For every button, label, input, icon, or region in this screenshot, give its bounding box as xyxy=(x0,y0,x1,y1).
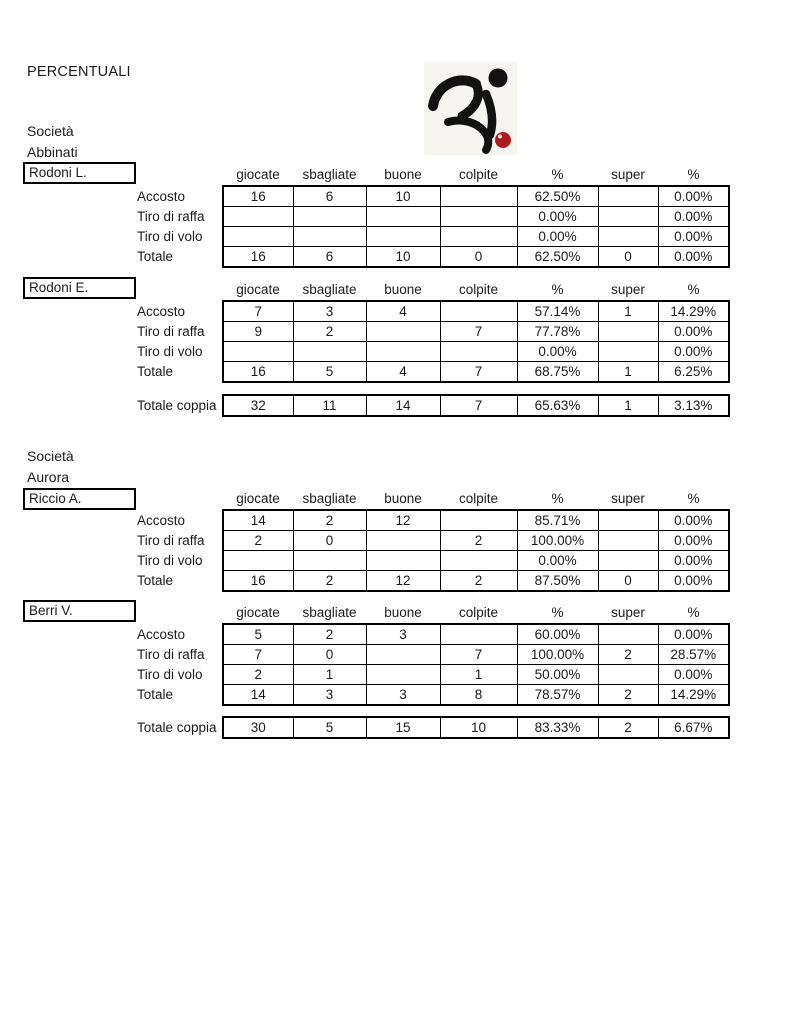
stat-cell: 14.29% xyxy=(658,301,729,322)
society-name: Aurora xyxy=(27,469,70,485)
stat-cell xyxy=(440,186,517,207)
header-row xyxy=(137,164,729,186)
society-label: Società xyxy=(27,448,74,464)
stat-cell: 2 xyxy=(598,717,658,738)
stat-cell: 2 xyxy=(440,571,517,592)
stat-cell xyxy=(366,227,440,247)
stat-cell: 85.71% xyxy=(517,510,598,531)
stat-cell xyxy=(598,624,658,645)
stat-cell xyxy=(293,207,366,227)
row-label: Totale xyxy=(137,364,174,380)
stat-cell: 2 xyxy=(440,531,517,551)
column-header: super xyxy=(611,491,645,506)
row-label: Tiro di raffa xyxy=(137,647,205,662)
table-row xyxy=(137,685,729,706)
player-name: Rodoni L. xyxy=(29,165,87,180)
stat-cell: 0.00% xyxy=(658,531,729,551)
stat-cell: 7 xyxy=(440,362,517,383)
stat-cell: 65.63% xyxy=(517,395,598,416)
stat-cell: 68.75% xyxy=(517,362,598,383)
player-name: Rodoni E. xyxy=(29,280,89,295)
stat-cell: 2 xyxy=(293,322,366,342)
stat-cell xyxy=(366,551,440,571)
stat-cell: 7 xyxy=(440,645,517,665)
stat-cell: 7 xyxy=(440,322,517,342)
stat-cell: 11 xyxy=(293,395,366,416)
society-name: Abbinati xyxy=(27,144,78,160)
column-header: colpite xyxy=(458,282,499,297)
stat-cell xyxy=(598,665,658,685)
stat-cell xyxy=(440,510,517,531)
stat-cell: 6.67% xyxy=(658,717,729,738)
stat-cell xyxy=(598,207,658,227)
stat-cell: 7 xyxy=(223,645,293,665)
stat-cell xyxy=(440,207,517,227)
stats-table xyxy=(137,488,730,592)
stat-cell: 0.00% xyxy=(517,551,598,571)
row-label: Tiro di volo xyxy=(137,553,203,568)
stat-cell: 0.00% xyxy=(658,342,729,362)
row-label: Totale xyxy=(137,687,174,703)
stat-cell: 0.00% xyxy=(517,342,598,362)
row-label: Totale coppia xyxy=(137,398,217,413)
stat-cell: 0.00% xyxy=(658,322,729,342)
table-row xyxy=(137,362,729,383)
column-header: % xyxy=(687,282,700,297)
stat-cell: 0.00% xyxy=(658,207,729,227)
row-label: Accosto xyxy=(137,188,186,204)
pair-total-table xyxy=(137,394,730,417)
table-row xyxy=(137,227,729,247)
column-header: sbagliate xyxy=(302,491,357,506)
player-name: Berri V. xyxy=(29,603,73,618)
stat-cell: 83.33% xyxy=(517,717,598,738)
table-row xyxy=(137,395,729,416)
stat-cell: 15 xyxy=(366,717,440,738)
row-label: Tiro di raffa xyxy=(137,533,205,548)
column-header: giocate xyxy=(236,167,280,182)
stat-cell: 0 xyxy=(598,247,658,268)
stat-cell: 14 xyxy=(223,685,293,706)
stat-cell xyxy=(366,207,440,227)
column-header: buone xyxy=(384,282,422,297)
stat-cell xyxy=(440,624,517,645)
stat-cell xyxy=(366,645,440,665)
stat-cell: 12 xyxy=(366,571,440,592)
stat-cell: 60.00% xyxy=(517,624,598,645)
stat-cell: 16 xyxy=(223,247,293,268)
table-row xyxy=(137,322,729,342)
table-row xyxy=(137,665,729,685)
stat-cell: 0 xyxy=(440,247,517,268)
row-label: Tiro di raffa xyxy=(137,324,205,339)
column-header: % xyxy=(687,605,700,620)
stats-table xyxy=(137,279,730,383)
stat-cell xyxy=(598,186,658,207)
corner-cell xyxy=(137,279,223,301)
stat-cell: 50.00% xyxy=(517,665,598,685)
stat-cell: 30 xyxy=(223,717,293,738)
table-row xyxy=(137,207,729,227)
corner-cell xyxy=(137,602,223,624)
stat-cell: 14 xyxy=(223,510,293,531)
stat-cell xyxy=(366,665,440,685)
stat-cell: 10 xyxy=(366,186,440,207)
table-row xyxy=(137,301,729,322)
header-row xyxy=(137,279,729,301)
stat-cell: 2 xyxy=(223,531,293,551)
stat-cell: 10 xyxy=(366,247,440,268)
stat-cell: 0.00% xyxy=(517,207,598,227)
stat-cell: 10 xyxy=(440,717,517,738)
stat-cell: 16 xyxy=(223,571,293,592)
stat-cell: 2 xyxy=(598,645,658,665)
stat-cell: 0.00% xyxy=(658,665,729,685)
column-header: super xyxy=(611,282,645,297)
society-label: Società xyxy=(27,123,74,139)
stat-cell xyxy=(366,531,440,551)
stat-cell: 1 xyxy=(598,301,658,322)
stat-cell: 6 xyxy=(293,186,366,207)
stat-cell: 0.00% xyxy=(658,571,729,592)
stat-cell xyxy=(223,342,293,362)
stat-cell: 3 xyxy=(366,624,440,645)
table-row xyxy=(137,531,729,551)
stat-cell: 0.00% xyxy=(517,227,598,247)
column-header: giocate xyxy=(236,282,280,297)
column-header: buone xyxy=(384,167,422,182)
row-label: Totale xyxy=(137,573,174,589)
stat-cell xyxy=(366,342,440,362)
stat-cell xyxy=(598,227,658,247)
stat-cell: 12 xyxy=(366,510,440,531)
header-row xyxy=(137,602,729,624)
row-label: Tiro di volo xyxy=(137,667,203,682)
table-row xyxy=(137,624,729,645)
column-header: % xyxy=(551,282,564,297)
column-header: sbagliate xyxy=(302,605,357,620)
stat-cell: 2 xyxy=(293,571,366,592)
table-row xyxy=(137,247,729,268)
pair-total-table xyxy=(137,716,730,739)
stat-cell xyxy=(223,551,293,571)
stat-cell: 8 xyxy=(440,685,517,706)
column-header: super xyxy=(611,605,645,620)
player-name-box xyxy=(23,162,136,184)
stat-cell: 16 xyxy=(223,362,293,383)
stat-cell: 3 xyxy=(293,685,366,706)
stat-cell xyxy=(366,322,440,342)
stat-cell: 0.00% xyxy=(658,624,729,645)
column-header: colpite xyxy=(458,491,499,506)
column-header: giocate xyxy=(236,605,280,620)
stat-cell: 62.50% xyxy=(517,186,598,207)
stat-cell xyxy=(598,322,658,342)
stat-cell: 3.13% xyxy=(658,395,729,416)
row-label: Tiro di volo xyxy=(137,229,203,244)
stat-cell: 32 xyxy=(223,395,293,416)
stat-cell: 2 xyxy=(293,510,366,531)
stat-cell: 6.25% xyxy=(658,362,729,383)
stat-cell: 14 xyxy=(366,395,440,416)
stat-cell: 0.00% xyxy=(658,186,729,207)
stat-cell: 28.57% xyxy=(658,645,729,665)
corner-cell xyxy=(137,164,223,186)
stat-cell: 0 xyxy=(293,645,366,665)
stat-cell: 0 xyxy=(293,531,366,551)
stat-cell: 5 xyxy=(293,362,366,383)
stat-cell xyxy=(598,531,658,551)
stats-table xyxy=(137,602,730,706)
row-label: Accosto xyxy=(137,626,186,642)
row-label: Totale xyxy=(137,249,174,265)
stat-cell: 5 xyxy=(293,717,366,738)
stat-cell xyxy=(440,301,517,322)
stat-cell xyxy=(440,227,517,247)
stat-cell: 87.50% xyxy=(517,571,598,592)
column-header: sbagliate xyxy=(302,282,357,297)
row-label: Totale coppia xyxy=(137,720,217,735)
stat-cell: 14.29% xyxy=(658,685,729,706)
bocce-player-logo xyxy=(424,62,517,155)
stat-cell xyxy=(598,551,658,571)
corner-cell xyxy=(137,488,223,510)
stat-cell: 2 xyxy=(223,665,293,685)
column-header: super xyxy=(611,167,645,182)
column-header: % xyxy=(551,605,564,620)
stat-cell: 0.00% xyxy=(658,227,729,247)
stat-cell: 7 xyxy=(223,301,293,322)
society-block xyxy=(27,121,78,163)
header-row xyxy=(137,488,729,510)
stat-cell: 2 xyxy=(598,685,658,706)
stat-cell: 0 xyxy=(598,571,658,592)
table-row xyxy=(137,342,729,362)
stat-cell: 1 xyxy=(293,665,366,685)
red-ball-icon xyxy=(495,132,511,148)
stat-cell: 16 xyxy=(223,186,293,207)
bocce-player-icon xyxy=(424,62,517,155)
player-name-box xyxy=(23,277,136,299)
stat-cell xyxy=(223,207,293,227)
table-row xyxy=(137,645,729,665)
stat-cell: 3 xyxy=(293,301,366,322)
stats-table xyxy=(137,164,730,268)
stat-cell: 77.78% xyxy=(517,322,598,342)
stat-cell: 1 xyxy=(440,665,517,685)
column-header: % xyxy=(687,167,700,182)
column-header: colpite xyxy=(458,167,499,182)
stat-cell xyxy=(293,227,366,247)
stat-cell xyxy=(293,551,366,571)
stat-cell xyxy=(223,227,293,247)
column-header: giocate xyxy=(236,491,280,506)
column-header: % xyxy=(551,491,564,506)
row-label: Tiro di raffa xyxy=(137,209,205,224)
stat-cell: 5 xyxy=(223,624,293,645)
stat-cell: 100.00% xyxy=(517,531,598,551)
stat-cell: 1 xyxy=(598,362,658,383)
stat-cell: 78.57% xyxy=(517,685,598,706)
table-row xyxy=(137,510,729,531)
stat-cell xyxy=(293,342,366,362)
player-name: Riccio A. xyxy=(29,491,82,506)
stat-cell xyxy=(440,551,517,571)
column-header: buone xyxy=(384,491,422,506)
society-block xyxy=(27,446,74,488)
table-row xyxy=(137,186,729,207)
column-header: colpite xyxy=(458,605,499,620)
column-header: % xyxy=(551,167,564,182)
stat-cell: 6 xyxy=(293,247,366,268)
row-label: Tiro di volo xyxy=(137,344,203,359)
player-name-box xyxy=(23,600,136,622)
table-row xyxy=(137,571,729,592)
stat-cell: 4 xyxy=(366,362,440,383)
stat-cell: 4 xyxy=(366,301,440,322)
row-label: Accosto xyxy=(137,303,186,319)
table-row xyxy=(137,551,729,571)
column-header: % xyxy=(687,491,700,506)
stat-cell: 7 xyxy=(440,395,517,416)
stat-cell: 1 xyxy=(598,395,658,416)
row-label: Accosto xyxy=(137,512,186,528)
stat-cell: 9 xyxy=(223,322,293,342)
column-header: sbagliate xyxy=(302,167,357,182)
player-name-box xyxy=(23,488,136,510)
stat-cell xyxy=(598,342,658,362)
stat-cell xyxy=(440,342,517,362)
table-row xyxy=(137,717,729,738)
stat-cell: 3 xyxy=(366,685,440,706)
page-title: PERCENTUALI xyxy=(27,64,131,80)
stat-cell: 2 xyxy=(293,624,366,645)
column-header: buone xyxy=(384,605,422,620)
stat-cell: 0.00% xyxy=(658,551,729,571)
stat-cell: 100.00% xyxy=(517,645,598,665)
stat-cell: 0.00% xyxy=(658,247,729,268)
stat-cell: 57.14% xyxy=(517,301,598,322)
stat-cell xyxy=(598,510,658,531)
stat-cell: 62.50% xyxy=(517,247,598,268)
stat-cell: 0.00% xyxy=(658,510,729,531)
